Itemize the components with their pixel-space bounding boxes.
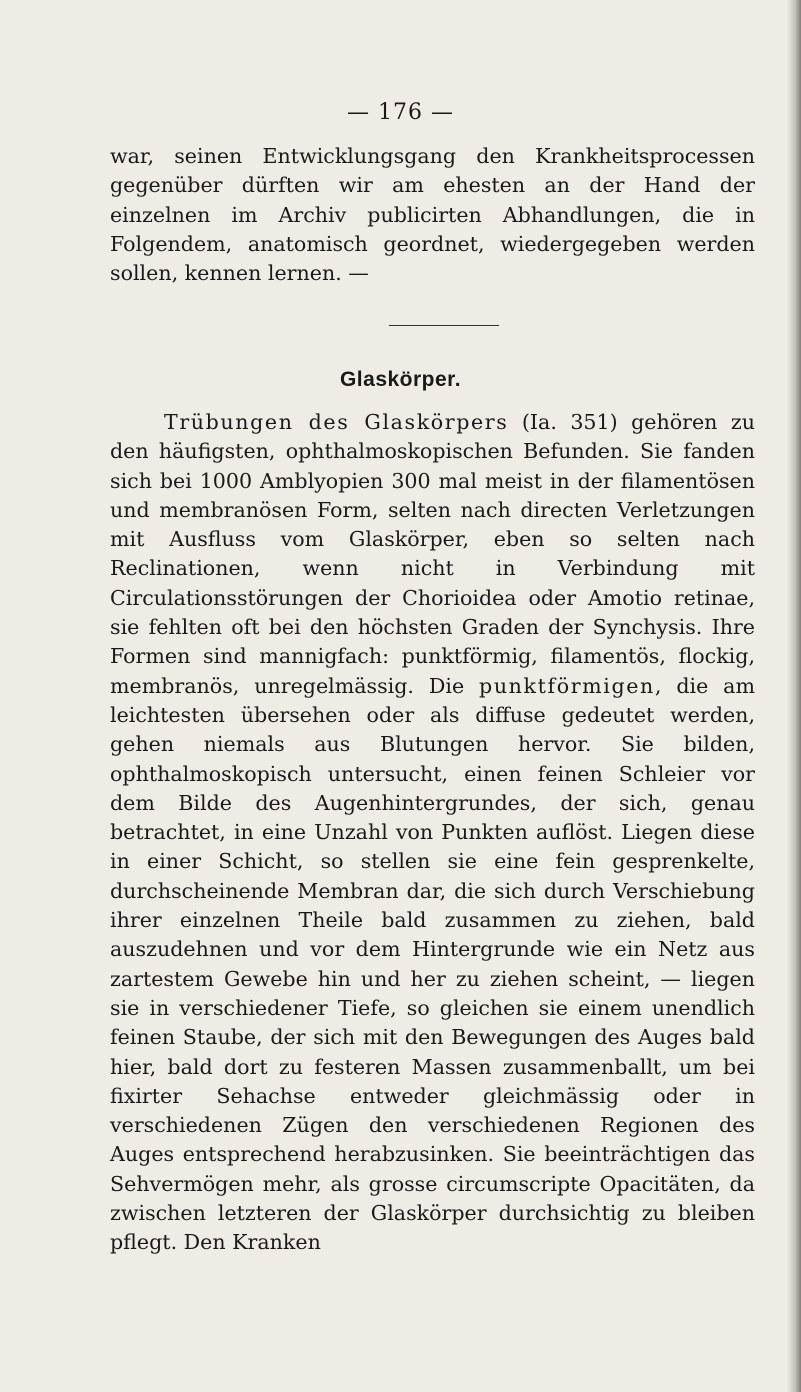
page-edge-shadow	[787, 0, 801, 1392]
section-heading: Glaskörper.	[339, 368, 462, 391]
intro-text	[110, 142, 755, 288]
page-number: — 176 —	[347, 100, 454, 125]
paragraph-part-1: (Ia. 351) gehören zu den häufigsten, ophthalmoskopischen Befunden. Sie fanden sich bei 1000 Amblyopien 300 mal meist in der filamentösen und membranösen Form, selten nach directen Verletzungen mit Ausfluss vom Glaskörper, eben so selten nach Reclinationen, wenn nicht in Verbindung mit Circulationsstörungen der Chorioidea oder Amotio retinae, sie fehlten oft bei den höchsten Graden der Synchysis. Ihre Formen sind mannigfach: punktförmig, filamentös, flockig, membranös, unregelmässig. Die	[110, 410, 755, 698]
paragraph-part-2: , die am leichtesten übersehen oder als diffuse gedeutet werden, gehen niemals aus Blutungen hervor. Sie bilden, ophthalmoskopisch untersucht, einen feinen Schleier vor dem Bilde des Augenhintergrundes, der sich, genau betrachtet, in eine Unzahl von Punkten auflöst. Liegen diese in einer Schicht, so stellen sie eine fein gesprenkelte, durchscheinende Membran dar, die sich durch Verschiebung ihrer einzelnen Theile bald zusammen zu ziehen, bald auszudehnen und vor dem Hintergrunde wie ein Netz aus zartestem Gewebe hin und her zu ziehen scheint, — liegen sie in verschiedener Tiefe, so gleichen sie einem unendlich feinen Staube, der sich mit den Bewegungen des Auges bald hier, bald dort zu festeren Massen zusammenballt, um bei fixirter Sehachse entweder gleichmässig oder in verschiedenen Zügen den verschiedenen Regionen des Auges entsprechend herabzusinken. Sie beeinträchtigen das Sehvermögen mehr, als grosse circumscripte Opacitäten, da zwischen letzteren der Glaskörper durchsichtig zu bleiben pflegt. Den Kranken	[110, 673, 755, 1255]
section-divider	[389, 325, 499, 326]
section-body	[110, 408, 755, 1258]
section-paragraph	[110, 408, 755, 1258]
lead-term: Trübungen des Glaskörpers	[164, 410, 509, 434]
intro-paragraph: war, seinen Entwicklungsgang den Krankheitsprocessen gegenüber dürften wir am ehesten an der Hand der einzelnen im Archiv publicirten Abhandlungen, die in Folgendem, anatomisch geordnet, wiedergegeben werden sollen, kennen lernen. —	[110, 144, 755, 286]
spaced-term: punktförmigen	[479, 673, 655, 698]
